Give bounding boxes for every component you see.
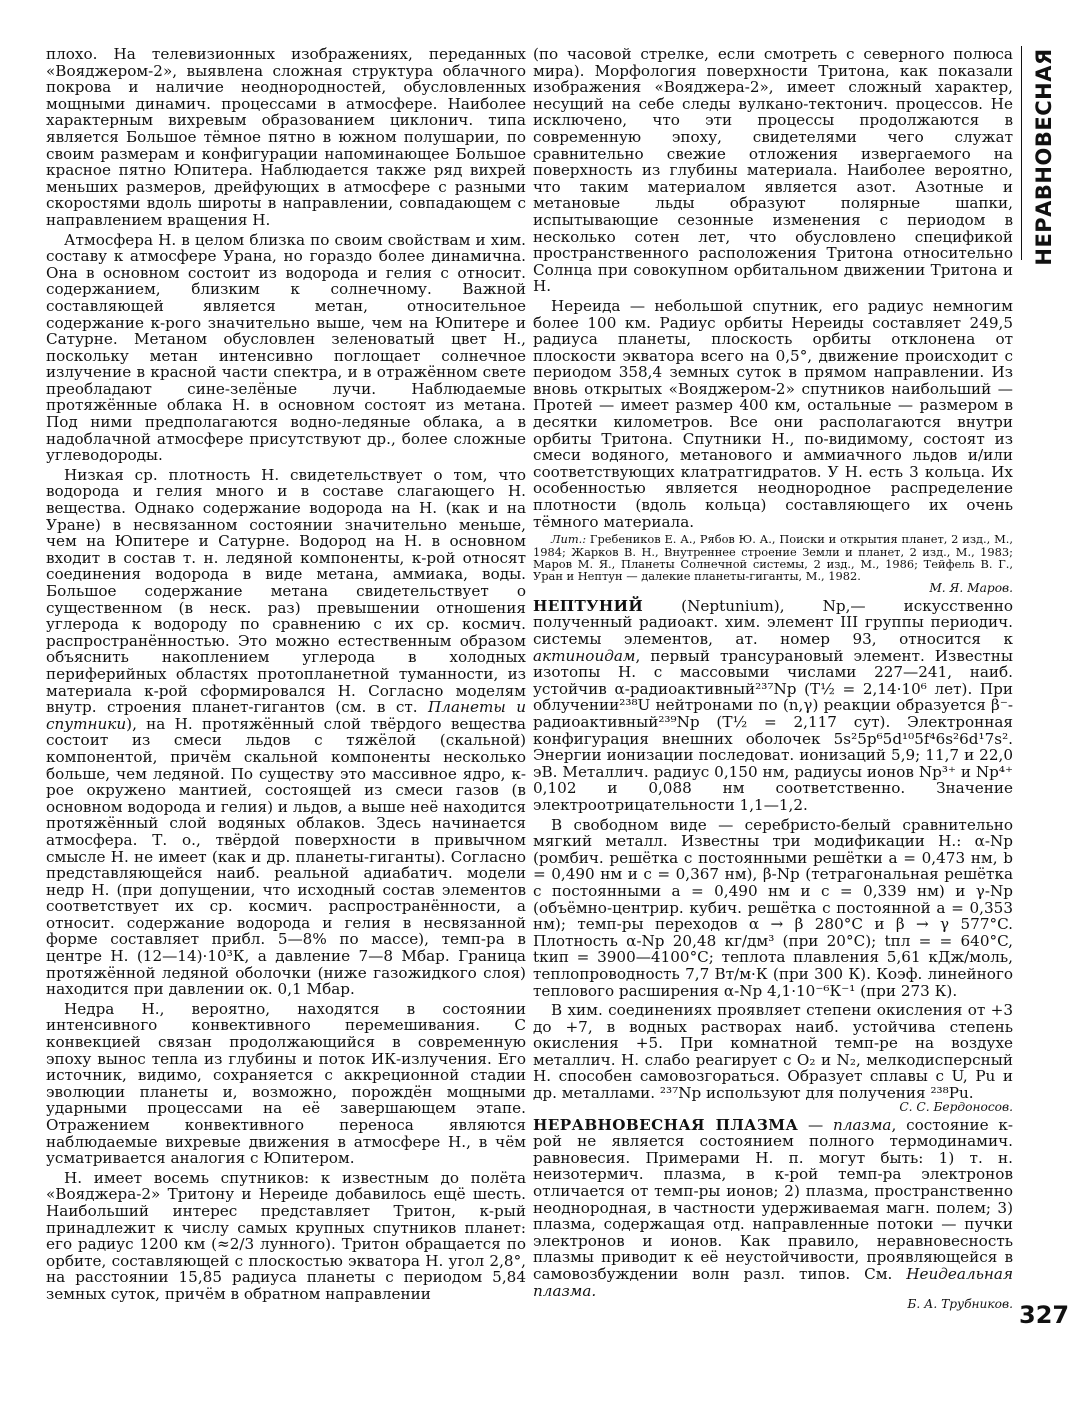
author-signature: М. Я. Маров. [929, 580, 1013, 595]
paragraph: В свободном виде — серебристо-белый сравнительно мягкий металл. Известны три модификации Н.: α-Np (ромбич. решётка с постоянными решётки a = 0,473 нм, b = 0,490 нм и c = 0,367 нм), β-Np (тетрагональная решётка с постоянными a = 0,490 нм и c = 0,339 нм) и γ-Np (объёмно-центрир. кубич. решётка с постоянной a = 0,353 нм); темп-ры переходов α → β 280°C и β → γ 577°C. Плотность α-Np 20,48 кг/дм³ (при 20°C); tпл = = 640°C, tкип = 3900—4100°C; теплота плавления 5,61 кДж/моль, теплопроводность 7,7 Вт/м·К (при 300 К). Коэф. линейного теплового расширения α-Np 4,1·10⁻⁶К⁻¹ (при 273 К). [533, 815, 1013, 1000]
cross-reference: актиноидам [533, 646, 636, 665]
cross-reference: Планеты и спутники [46, 698, 526, 733]
paragraph-text: , первый трансурановый элемент. Известны изотопы Н. с массовыми числами 227—241, наиб. устойчив α-радиоактивный²³⁷Np (T½ = 2,14·10⁶ лет). При облучении²³⁸U нейтронами по (n,γ) реакции образуется β⁻-радиоактивный²³⁹Np (T½ = 2,117 сут). Электронная конфигурация внешних оболочек 5s²5p⁶5d¹⁰5f⁴6s²6d¹7s². Энергии ионизации последоват. ионизаций 5,9; 11,7 и 22,0 эВ. Металлич. радиус 0,150 нм, радиусы ионов Np³⁺ и Np⁴⁺ 0,102 и 0,088 нм соответственно. Значение электроотрицательности 1,1—1,2. [533, 646, 1013, 814]
paragraph: плохо. На телевизионных изображениях, переданных «Вояджером-2», выявлена сложная структура облачного покрова и наличие неоднородностей, обусловленных мощными динамич. процессами в атмосфере. Наиболее характерным вихревым образованием циклонич. типа является Большое тёмное пятно в южном полушарии, по своим размерам и конфигурации напоминающее Большое красное пятно Юпитера. Наблюдается также ряд вихрей меньших размеров, дрейфующих в атмосфере с разными скоростями вдоль широты в направлении, совпадающем с направлением вращения Н. [46, 45, 526, 229]
cross-reference: плазма [833, 1115, 892, 1134]
running-head-text: НЕРАВНОВЕСНАЯ [1032, 48, 1056, 266]
literature-label: Лит.: [551, 532, 587, 547]
running-head-rule [1021, 46, 1022, 260]
article-plasma [533, 1117, 1013, 1312]
see-also-reference: Неидеальная плазма. [533, 1265, 1014, 1300]
literature-text: Гребеников Е. А., Рябов Ю. А., Поиски и открытия планет, 2 изд., М., 1984; Жарков В. Н., Внутреннее строение Земли и планет, 2 изд., М., 1983; Маров М. Я., Планеты Солнечной системы, 2 изд., М., 1986; Тейфель В. Г., Уран и Нептун — далекие планеты-гиганты, М., 1982. [533, 532, 1013, 584]
paragraph [46, 467, 526, 998]
right-column [533, 46, 1013, 1314]
paragraph: Н. имеет восемь спутников: к известным до полёта «Вояджера-2» Тритону и Нереиде добавилось ещё шесть. Наибольший интерес представляет Тритон, к-рый принадлежит к числу самых крупных спутников планет: его радиус 1200 км (≈2/3 лунного). Тритон обращается по орбите, составляющей с плоскостью экватора Н. угол 2,8°, на расстоянии 15,85 радиуса планеты с периодом 5,84 земных суток, причём в обратном направлении [46, 1168, 526, 1303]
literature-list [533, 533, 1013, 595]
article-heading: НЕРАВНОВЕСНАЯ ПЛАЗМА [533, 1115, 799, 1134]
paragraph-text: ), на Н. протяжённый слой твёрдого вещества состоит из смеси льдов с тяжёлой (скальной) компонентой, причём скальной компоненты несколько больше, чем ледяной. По существу это массивное ядро, к-рое окружено мантией, состоящей из смеси газов (в основном водорода и гелия) и льдов, а выше неё находится протяжённый слой водяных облаков. Здесь начинается атмосфера. Т. о., твёрдой поверхности в привычном смысле Н. не имеет (как и др. планеты-гиганты). Согласно представляющейся наиб. реальной адиабатич. модели недр Н. (при допущении, что исходный состав элементов соответствует их ср. космич. распространённости, а относит. содержание водорода и гелия в несвязанной форме составляет прибл. 5—8% по массе), темп-ра в центре Н. (12—14)·10³К, а давление 7—8 Мбар. Граница протяжённой ледяной оболочки (ниже газожидкого слоя) находится при давлении ок. 0,1 Мбар. [46, 714, 526, 999]
running-head [1030, 48, 1058, 266]
paragraph: (по часовой стрелке, если смотреть с северного полюса мира). Морфология поверхности Тритона, как показали изображения «Вояджера-2», имеет сложный характер, несущий на себе следы вулкано-тектонич. процессов. Не исключено, что эти процессы продолжаются в современную эпоху, свидетелями чего служат сравнительно свежие отложения извергаемого на поверхность из глубины материала. Наиболее вероятно, что таким материалом является азот. Азотные и метановые льды образуют полярные шапки, испытывающие сезонные изменения с периодом в несколько сотен лет, что обусловлено спецификой пространственного расположения Тритона относительно Солнца при совокупном орбитальном движении Тритона и Н. [533, 45, 1013, 296]
heading-dash: — [798, 1115, 834, 1134]
paragraph-text: (Neptunium), Np,— искусственно полученный радиоакт. хим. элемент III группы периодич. системы элементов, ат. номер 93, относится к [533, 596, 1013, 649]
paragraph-text: Низкая ср. плотность Н. свидетельствует о том, что водорода и гелия много и в составе слагающего Н. вещества. Однако содержание водорода на Н. (как и на Уране) в несвязанном состоянии значительно меньше, чем на Юпитере и Сатурне. Водород на Н. в основном входит в состав т. н. ледяной компоненты, к-рой относят соединения водорода в виде метана, аммиака, воды. Большое содержание метана свидетельствует о существенном (в неск. раз) превышении отношения углерода к водороду по сравнению с их ср. космич. распространённостью. Это можно естественным образом объяснить накоплением углерода в холодных периферийных областях протопланетной туманности, из материала к-рой сформировался Н. Согласно моделям внутр. строения планет-гигантов (см. в ст. [46, 465, 526, 717]
author-signature: С. С. Бердоносов. [899, 1099, 1013, 1114]
article-heading: НЕПТУНИЙ [533, 596, 644, 615]
author-signature: Б. А. Трубников. [907, 1297, 1013, 1312]
left-column [46, 46, 526, 1306]
page-number: 327 [1019, 1301, 1070, 1329]
paragraph: Недра Н., вероятно, находятся в состоянии интенсивного конвективного перемешивания. С конвекцией связан продолжающийся в современную эпоху вынос тепла из глубины и поток ИК-излучения. Его источник, видимо, сохраняется с аккреционной стадии эволюции планеты и, возможно, порождён мощными ударными процессами на её завершающем этапе. Отражением конвективного переноса являются наблюдаемые вихревые движения в атмосфере Н., в чём усматривается аналогия с Юпитером. [46, 999, 526, 1168]
article-neptunium [533, 598, 1013, 814]
paragraph-text: , состояние к-рой не является состоянием полного термодинамич. равновесия. Примерами Н. п. могут быть: 1) т. н. неизотермич. плазма, в к-рой темп-ра электронов отличается от темп-ры ионов; 2) плазма, пространственно неоднородная, в частности удерживаемая магн. полем; 3) плазма, содержащая отд. направленные потоки — пучки электронов и ионов. Как правило, неравновесность плазмы приводит к её неустойчивости, проявляющейся в самовозбуждении волн разл. типов. См. [533, 1115, 1014, 1283]
paragraph-text: В хим. соединениях проявляет степени окисления от +3 до +7, в водных растворах наиб. устойчива степень окисления +5. При комнатной темп-ре на воздухе металлич. Н. слабо реагирует с O₂ и N₂, мелкодисперсный Н. способен самовозгораться. Образует сплавы с U, Pu и др. металлами. ²³⁷Np используют для получения ²³⁸Pu. [533, 1001, 1013, 1103]
paragraph: Атмосфера Н. в целом близка по своим свойствам и хим. составу к атмосфере Урана, но гораздо более динамична. Она в основном состоит из водорода и гелия с относит. содержанием, близким к солнечному. Важной составляющей является метан, относительное содержание к-рого значительно выше, чем на Юпитере и Сатурне. Метаном обусловлен зеленоватый цвет Н., поскольку метан интенсивно поглощает солнечное излучение в красной части спектра, и в отражённом свете преобладают сине-зелёные лучи. Наблюдаемые протяжённые облака Н. в основном состоят из метана. Под ними предполагаются водно-ледяные облака, а в надоблачной атмосфере присутствуют др., более сложные углеводороды. [46, 230, 526, 465]
paragraph: Нереида — небольшой спутник, его радиус немногим более 100 км. Радиус орбиты Нереиды составляет 249,5 радиуса планеты, плоскость орбиты отклонена от плоскости экватора всего на 0,5°, движение происходит с периодом 358,4 земных суток в прямом направлении. Из вновь открытых «Вояджером-2» спутников наибольший — Протей — имеет размер 400 км, остальные — размером в десятки километров. Все они располагаются внутри орбиты Тритона. Спутники Н., по-видимому, состоят из смеси водяного, метанового и аммиачного льдов и/или соответствующих клатратгидратов. У Н. есть 3 кольца. Их особенностью является неоднородное распределение плотности (вдоль кольца) составляющего их очень тёмного материала. [533, 296, 1013, 531]
paragraph [533, 1002, 1013, 1114]
